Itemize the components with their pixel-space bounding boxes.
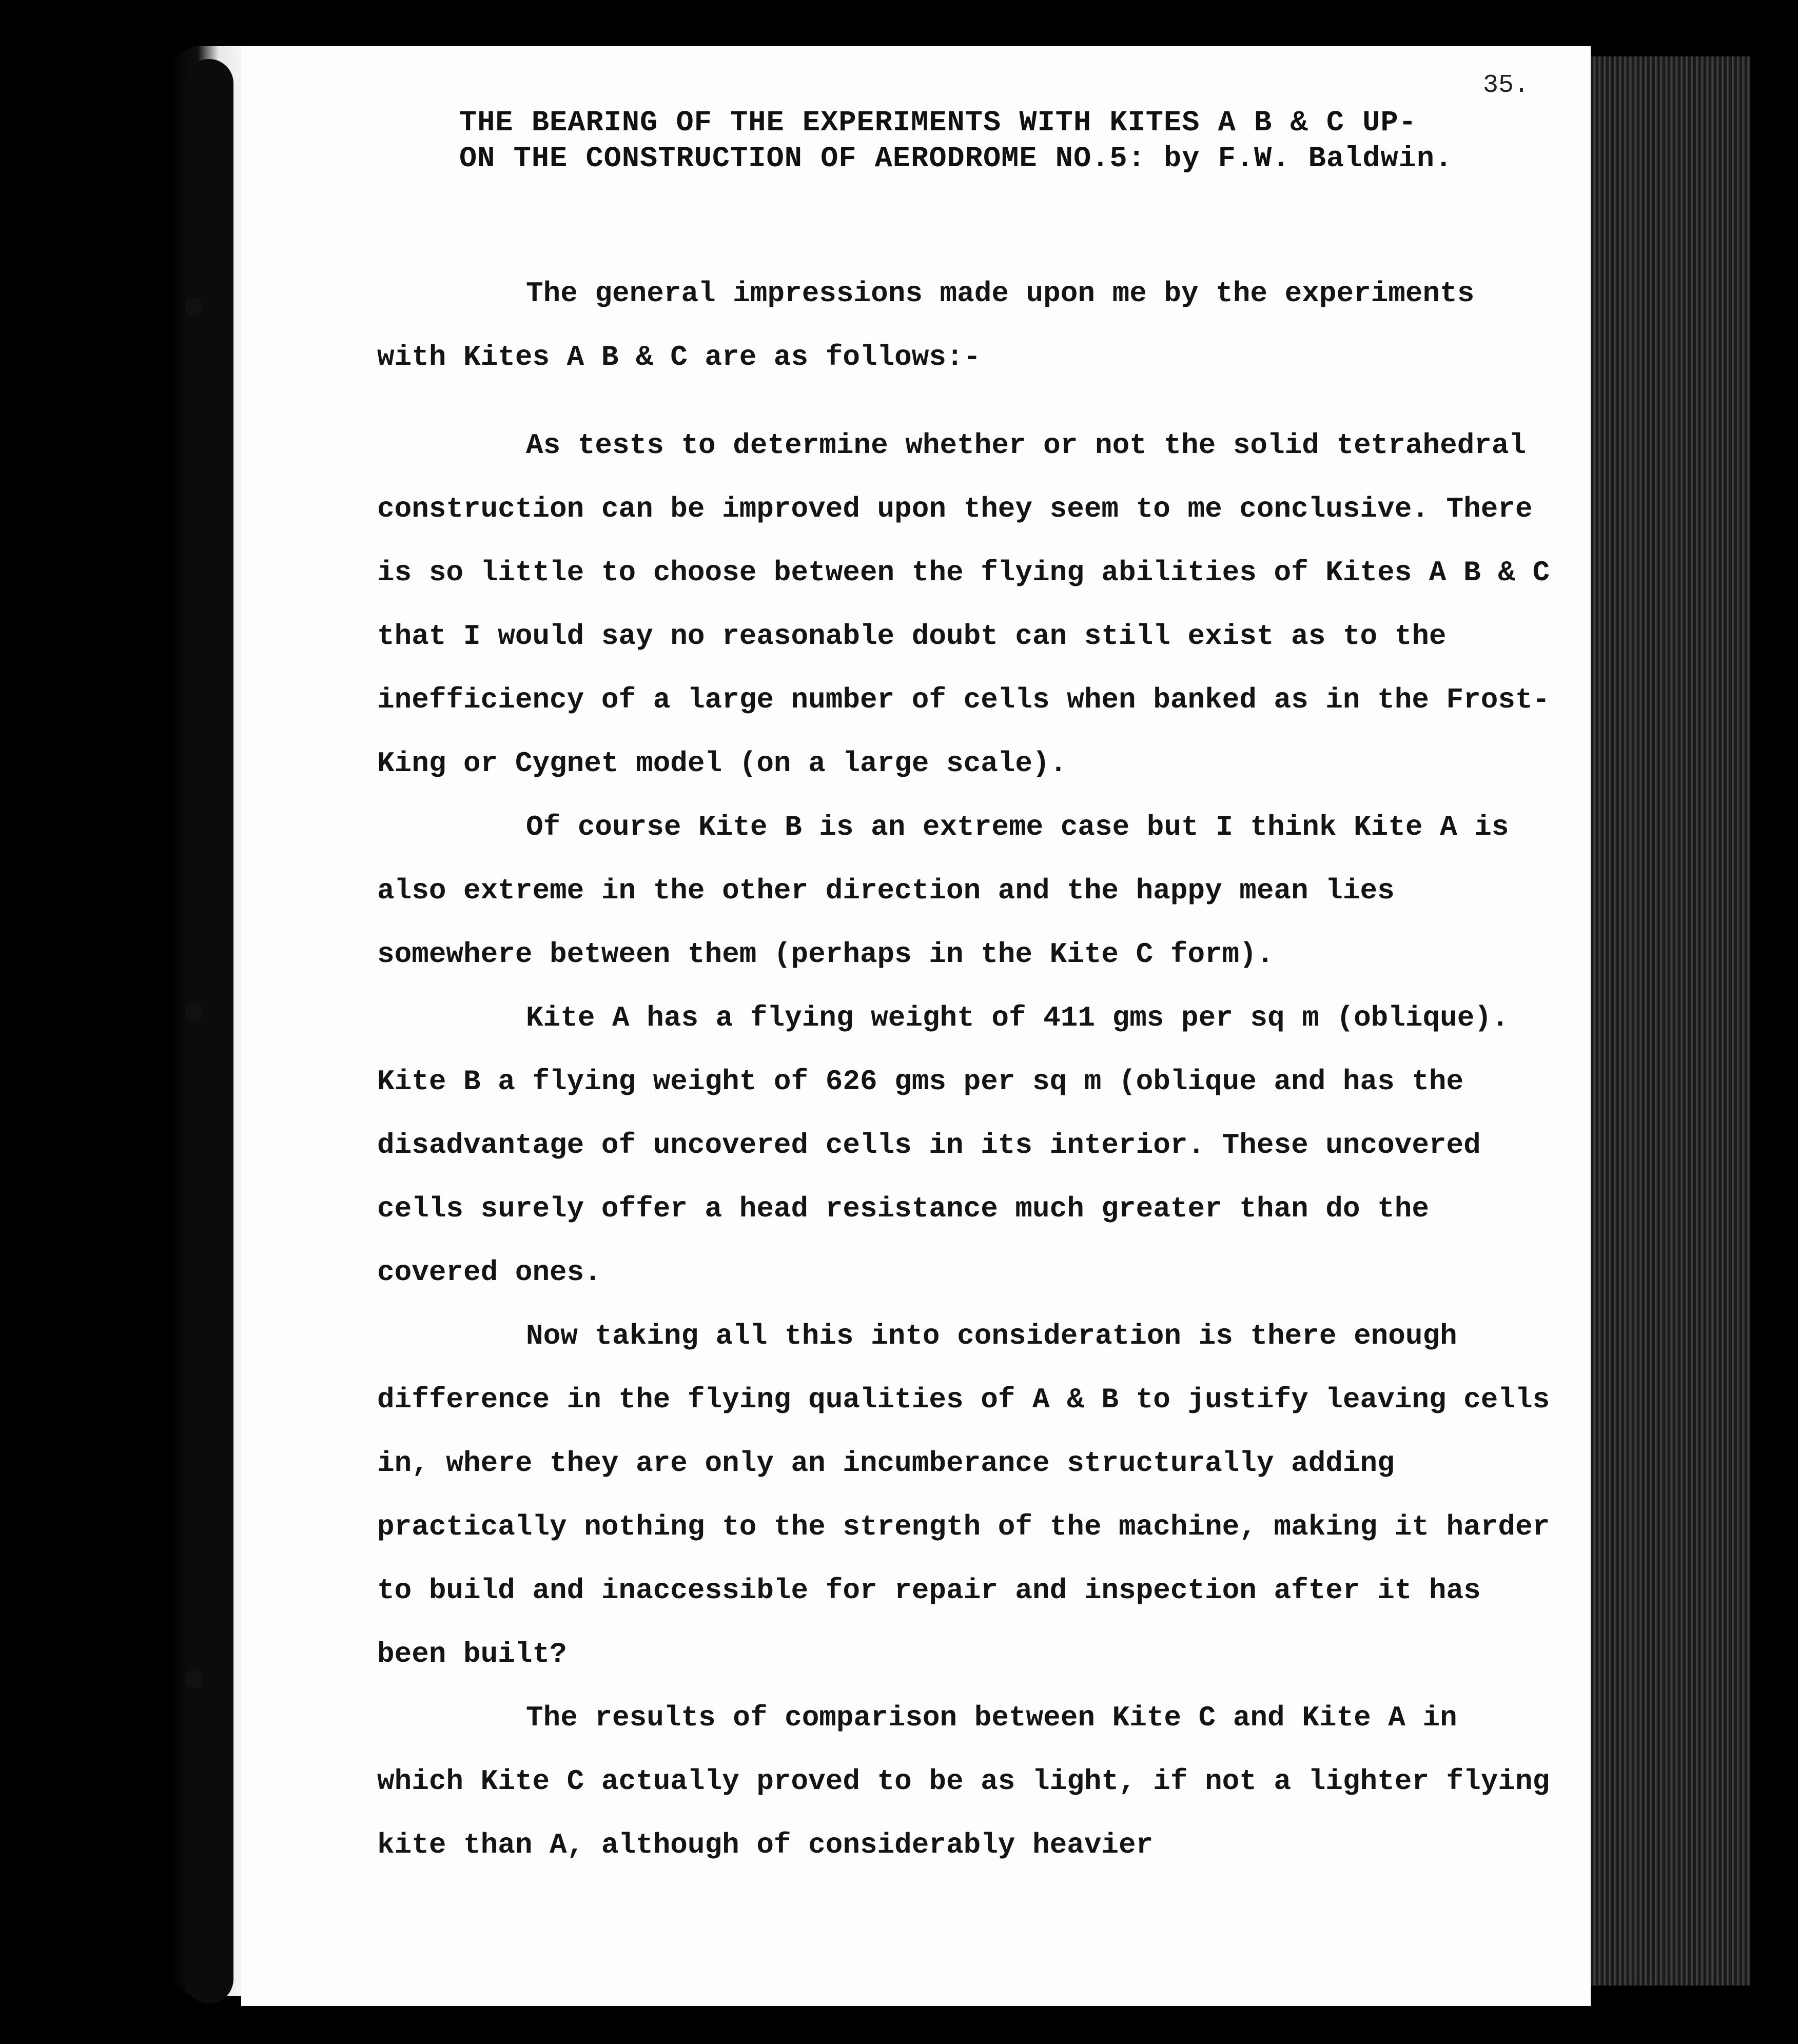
paragraph: Kite A has a flying weight of 411 gms per sq m (oblique). Kite B a flying weight of 626 gms per sq m (oblique and has the disadvantage of uncovered cells in its interior. These uncovered cells surely offer a head resistance much greater than do the covered ones. xyxy=(377,1001,1509,1289)
title-line: ON THE CONSTRUCTION OF AERODROME NO.5: by F.W. Baldwin. xyxy=(459,143,1453,175)
title-line: THE BEARING OF THE EXPERIMENTS WITH KITES A B & C UP- xyxy=(459,107,1417,140)
document-page xyxy=(241,46,1591,2006)
document-body xyxy=(377,262,1557,1877)
binding-hole xyxy=(185,1003,203,1021)
binding-strip xyxy=(185,59,233,2003)
document-title xyxy=(459,105,1470,177)
paragraph: Of course Kite B is an extreme case but I think Kite A is also extreme in the other direction and the happy mean lies somewhere between them (perhaps in the Kite C form). xyxy=(377,811,1509,971)
paragraph: The general impressions made upon me by the experiments with Kites A B & C are as follows:- xyxy=(377,277,1475,374)
paragraph: The results of comparison between Kite C and Kite A in which Kite C actually proved to be as light, if not a lighter flying kite than A, although of considerably heavier xyxy=(377,1701,1550,1861)
page-number: 35. xyxy=(1482,71,1529,100)
binding-hole xyxy=(185,1670,203,1688)
binding-hole xyxy=(185,298,203,316)
paragraph: Now taking all this into consideration is there enough difference in the flying qualities of A & B to justify leaving cells in, where they are only an incumberance structurally adding practically nothing to the strength of the machine, making it harder to build and inaccessible for repair and inspection after it has been built? xyxy=(377,1320,1550,1670)
paragraph: As tests to determine whether or not the solid tetrahedral construction can be improved upon they seem to me conclusive. There is so little to choose between the flying abilities of Kites A B & C that I would say no reasonable doubt can still exist as to the inefficiency of a large number of cells when banked as in the Frost-King or Cygnet model (on a large scale). xyxy=(377,429,1550,780)
